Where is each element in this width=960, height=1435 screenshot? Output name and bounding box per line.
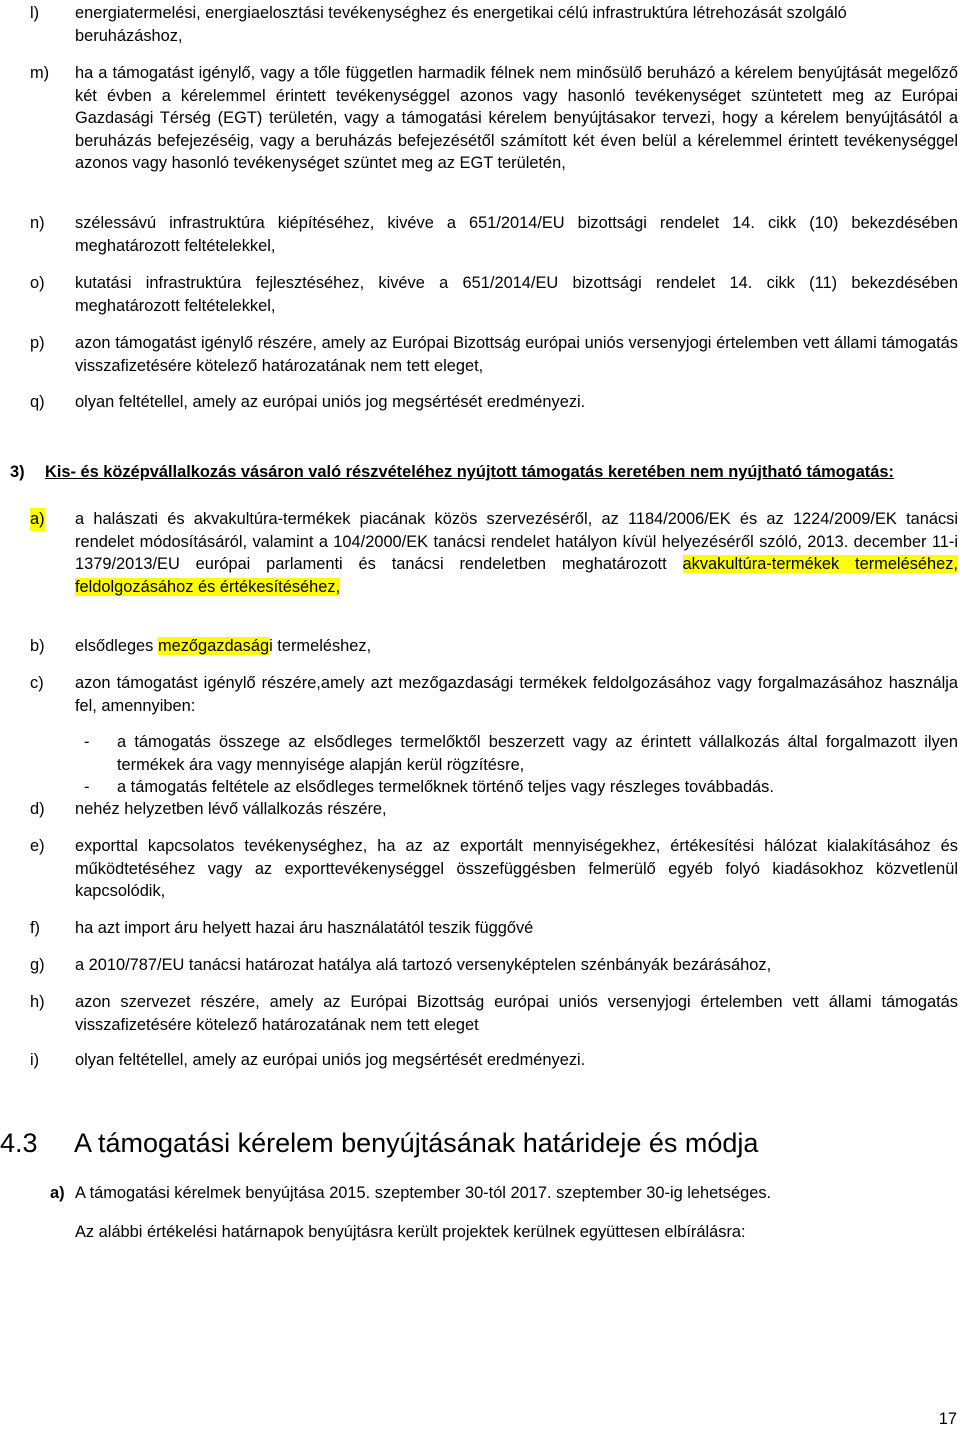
item-text: ha azt import áru helyett hazai áru használatától teszik függővé (75, 919, 534, 937)
section-number: 3) (10, 463, 25, 481)
paragraph-text: A támogatási kérelmek benyújtása 2015. szeptember 30-tól 2017. szeptember 30-ig lehetséges. (75, 1184, 772, 1202)
item-label: f) (30, 919, 41, 937)
item-text: szélessávú infrastruktúra kiépítéséhez, kivéve a 651/2014/EU bizottsági rendelet 14. cikk (10) bekezdésében meghatározott feltételekkel, (75, 214, 958, 255)
item-label: g) (30, 956, 45, 974)
list-item-o (30, 272, 958, 317)
item-text: a 2010/787/EU tanácsi határozat hatálya alá tartozó versenyképtelen szénbányák bezárásához, (75, 956, 772, 974)
section-title-number: 4.3 (0, 1128, 38, 1158)
list-item-3d (30, 798, 958, 821)
item-text-content: energiatermelési, energiaelosztási tevékenységhez és energetikai célú infrastruktúra létrehozását szolgáló beruházáshoz, (75, 4, 847, 45)
item-label: e) (30, 837, 45, 855)
item-text: olyan feltétellel, amely az európai uniós jog megsértését eredményezi. (75, 393, 586, 411)
section-3-heading (10, 461, 958, 484)
item-text: azon szervezet részére, amely az Európai Bizottság európai uniós versenyjogi értelemben vett állami támogatás visszafizetésére kötelező határozatának nem tett eleget (75, 993, 958, 1034)
highlighted-text: mezőgazdaság (157, 637, 270, 655)
item-text (75, 2, 958, 47)
item-label: o) (30, 274, 45, 292)
item-label: i) (30, 1051, 40, 1069)
dash-item (84, 776, 958, 799)
list-item-3c (30, 672, 958, 717)
dash-text: a támogatás összege az elsődleges termelőktől beszerzett vagy az érintett vállalkozás által forgalmazott ilyen termékek ára vagy mennyisége alapján kerül rögzítésre, (117, 733, 958, 774)
paragraph-text: Az alábbi értékelési határnapok benyújtásra került projektek kerülnek együttesen elbírálásra: (75, 1223, 746, 1241)
paragraph-label: a) (50, 1184, 65, 1202)
item-label: b) (30, 637, 45, 655)
item-text-plain: a halászati és akvakultúra-termékek piacának közös szervezéséről, az 1184/2006/EK és az 1224/2009/EK tanácsi rendelet módosításáról, valamint a 104/2000/EK tanácsi rendelet hatályon kívül helyezéséről szóló, 2013. december 11-i 1379/2013/EU európai parlamenti és tanácsi rendeletben meghatározott (75, 510, 958, 574)
list-item-3h (30, 991, 958, 1036)
section-heading-text: Kis- és középvállalkozás vásáron való részvételéhez nyújtott támogatás keretében nem nyújtható támogatás: (45, 463, 894, 481)
item-label: l) (30, 4, 40, 22)
list-item-3e (30, 835, 958, 903)
list-item-3a (30, 508, 958, 598)
item-text: azon támogatást igénylő részére, amely az Európai Bizottság európai uniós versenyjogi értelemben vett állami támogatás visszafizetésére kötelező határozatának nem tett eleget, (75, 334, 958, 375)
list-item-l (30, 2, 958, 47)
list-item-3b (30, 635, 958, 658)
item-label: d) (30, 800, 45, 818)
list-item-3g (30, 954, 958, 977)
section-title (0, 1126, 758, 1160)
list-item-3f (30, 917, 958, 940)
item-label: m) (30, 64, 50, 82)
list-item-q (30, 391, 958, 414)
section-title-text: A támogatási kérelem benyújtásának határideje és módja (74, 1128, 759, 1158)
item-label: h) (30, 993, 45, 1011)
item-label: p) (30, 334, 45, 352)
dash-mark: - (84, 778, 90, 796)
dash-mark: - (84, 733, 90, 751)
dash-item (84, 731, 958, 776)
highlighted-text: akvakultúra-termékek termeléséhez, feldolgozásához és értékesítéséhez, (75, 555, 958, 596)
item-text: kutatási infrastruktúra fejlesztéséhez, kivéve a 651/2014/EU bizottsági rendelet 14. cikk (11) bekezdésében meghatározott feltételekkel, (75, 274, 958, 315)
item-label: q) (30, 393, 45, 411)
page-number: 17 (938, 1410, 957, 1428)
list-item-p (30, 332, 958, 377)
item-text (75, 635, 958, 658)
list-item-3i (30, 1049, 958, 1072)
item-text-plain: elsődleges (75, 637, 154, 655)
item-text: olyan feltétellel, amely az európai uniós jog megsértését eredményezi. (75, 1051, 586, 1069)
item-text-plain: i termeléshez, (269, 637, 372, 655)
item-text: nehéz helyzetben lévő vállalkozás részére, (75, 800, 387, 818)
dash-text: a támogatás feltétele az elsődleges termelőknek történő teljes vagy részleges továbbadás. (117, 778, 774, 796)
item-text: ha a támogatást igénylő, vagy a tőle független harmadik félnek nem minősülő beruházó a kérelem benyújtását megelőző két évben a kérelemmel érintett tevékenységgel azonos vagy hasonló tevékenységet szüntetett meg az Európai Gazdasági Térség (EGT) területén, vagy a támogatási kérelem benyújtásakor tervezi, hogy a kérelem benyújtásától a beruházás befejezéséig, vagy a beruházás befejezésétől számított két éven belül a kérelemmel érintett tevékenységgel azonos vagy hasonló tevékenységet szüntet meg az EGT területén, (75, 64, 958, 173)
item-label: c) (30, 674, 44, 692)
list-item-m (30, 62, 958, 175)
item-text (75, 508, 958, 598)
item-text: azon támogatást igénylő részére,amely azt mezőgazdasági termékek feldolgozásához vagy forgalmazásához használja fel, amennyiben: (75, 674, 958, 715)
item-label: a) (30, 508, 45, 531)
list-item-n (30, 212, 958, 257)
item-label: n) (30, 214, 45, 232)
item-text: exporttal kapcsolatos tevékenységhez, ha az az exportált mennyiségekhez, értékesítési hálózat kialakításához és működtetéséhez vagy az exporttevékenységgel összefüggésben felmerülő egyéb folyó kiadásokhoz közvetlenül kapcsolódik, (75, 837, 958, 901)
